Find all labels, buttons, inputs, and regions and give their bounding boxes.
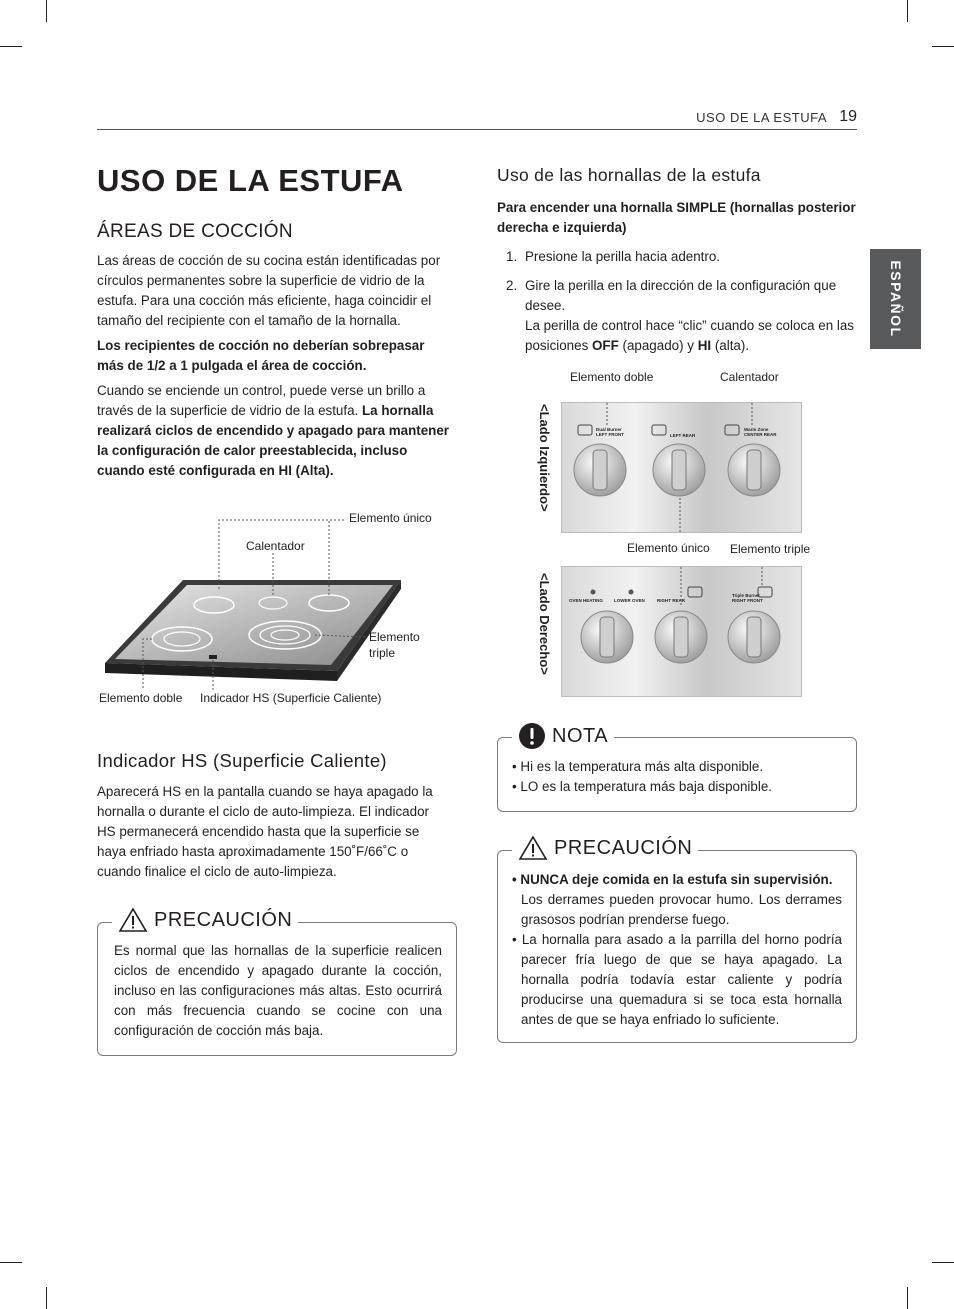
- burners-intro: [497, 198, 857, 238]
- cooktop-illustration: [97, 505, 457, 715]
- left-control-panel: [561, 402, 802, 533]
- caution-box-left: [97, 908, 457, 1056]
- label-double-element: Elemento doble: [99, 691, 183, 705]
- right-oven2-label: LOWER OVEN: [614, 598, 645, 603]
- step-2: [497, 276, 857, 356]
- step-1: [497, 247, 857, 267]
- step-2-hi: HI: [697, 338, 712, 353]
- step-2-detail: [525, 318, 854, 353]
- hs-paragraph: Aparecerá HS en la pantalla cuando se haya apagado la hornalla o durante el ciclo de auto-limpieza. El indicador HS permanecerá encendido hasta que la superficie se haya enfriado hasta aproximadamente 150˚F/66˚C o cuando finalice el ciclo de auto-limpieza.: [97, 784, 433, 879]
- knob-oven: [581, 611, 633, 663]
- note-box: [497, 724, 857, 812]
- left-knob2-label: LEFT REAR: [670, 433, 696, 438]
- panel-label-triple: Elemento triple: [730, 542, 811, 556]
- running-header: [97, 108, 857, 130]
- crop-mark: [0, 1262, 22, 1263]
- step-2-off: OFF: [592, 338, 619, 353]
- page-number: 19: [839, 108, 857, 125]
- right-oven1-label: OVEN HEATING: [569, 598, 603, 603]
- caution-text: Es normal que las hornallas de la superficie realicen ciclos de encendido y apagado durante la cocción, incluso en las configuraciones más altas. Esto ocurrirá con más frecuencia cuando se cocine con una configuración de cocción más baja.: [114, 943, 442, 1038]
- language-tab: [870, 249, 921, 349]
- header-section-title: USO DE LA ESTUFA: [696, 110, 827, 125]
- step-1-text: Presione la perilla hacia adentro.: [525, 249, 721, 264]
- right-side-label: <Lado Derecho>: [537, 573, 552, 675]
- caution-label: PRECAUCIÓN: [154, 908, 293, 931]
- areas-warning-bold: Los recipientes de cocción no deberían sobrepasar más de 1/2 a 1 pulgada el área de cocción.: [97, 338, 425, 373]
- right-control-panel: [561, 566, 802, 697]
- left-side-label: <Lado Izquierdo>: [537, 404, 552, 512]
- hs-section: [97, 750, 449, 882]
- areas-paragraph-3: [97, 381, 449, 481]
- crop-mark: [932, 46, 954, 47]
- burners-intro-bold: Para encender una hornalla SIMPLE (hornallas posterior derecha e izquierda): [497, 200, 856, 235]
- caution-label-right: PRECAUCIÓN: [554, 836, 693, 859]
- step-2-text: Gire la perilla en la dirección de la configuración que desee.: [525, 278, 837, 313]
- step-2-detail-a: La perilla de control hace “clic” cuando se coloca en las posiciones: [525, 318, 854, 353]
- areas-heading: ÁREAS DE COCCIÓN: [97, 221, 293, 242]
- label-triple-element: Elemento triple: [369, 630, 420, 660]
- note-item-2: • LO es la temperatura más baja disponible.: [512, 779, 772, 794]
- right-knob2-label: RIGHT REAR: [657, 598, 685, 603]
- warning-triangle-icon: [118, 907, 148, 933]
- caution-item-1-bold: • NUNCA deje comida en la estufa sin supervisión.: [512, 872, 833, 887]
- caution-header: [112, 907, 298, 933]
- left-knob3-label: Warm Zone CENTER REAR: [744, 427, 777, 437]
- exclamation-icon: [518, 722, 546, 750]
- note-label: NOTA: [552, 724, 609, 747]
- areas-p3-plain: Cuando se enciende un control, puede verse un brillo a través de la superficie de vidrio de la estufa.: [97, 383, 426, 418]
- step-1-number: 1.: [506, 249, 518, 264]
- areas-paragraph-2: [97, 336, 449, 376]
- caution-item-2: • La hornalla para asado a la parrilla del horno podría parecer fría luego de que se haya apagado. La hornalla podría todavía estar caliente y podría producirse una quemadura si se toca esta hornalla antes de que se haya enfriado lo suficiente.: [512, 932, 842, 1027]
- left-column: [97, 160, 449, 481]
- step-2-detail-b: (apagado) y: [618, 338, 698, 353]
- crop-mark: [46, 0, 47, 22]
- step-2-number: 2.: [506, 278, 518, 293]
- panel-label-double: Elemento doble: [570, 370, 654, 384]
- crop-mark: [932, 1262, 954, 1263]
- caution-item-1-rest: Los derrames pueden provocar humo. Los derrames grasosos podrían prenderse fuego.: [521, 892, 842, 927]
- page-title: USO DE LA ESTUFA: [97, 163, 404, 198]
- areas-paragraph-1: Las áreas de cocción de su cocina están identificadas por círculos permanentes sobre la superficie de vidrio de la estufa. Para una cocción más eficiente, haga coincidir el tamaño del recipiente con el tamaño de la hornalla.: [97, 253, 441, 328]
- step-2-detail-c: (alta).: [711, 338, 750, 353]
- panel-label-single: Elemento único: [627, 541, 710, 555]
- hs-heading: Indicador HS (Superficie Caliente): [97, 750, 387, 771]
- caution-box-right: [497, 836, 857, 1043]
- left-knob1-label: Dual Burner LEFT FRONT: [596, 427, 624, 437]
- crop-mark: [907, 1287, 908, 1309]
- label-warmer: Calentador: [246, 539, 305, 553]
- panel-label-warmer: Calentador: [720, 370, 779, 384]
- crop-mark: [46, 1287, 47, 1309]
- right-panel-illustration: [562, 567, 802, 697]
- steps-list: [497, 247, 857, 356]
- language-tab-label: ESPAÑOL: [887, 260, 904, 338]
- areas-p3-bold: La hornalla realizará ciclos de encendido y apagado para mantener la configuración de calor preestablecida, incluso cuando esté configurada en HI (Alta).: [97, 403, 450, 478]
- burners-heading: Uso de las hornallas de la estufa: [497, 165, 761, 185]
- crop-mark: [907, 0, 908, 22]
- cooktop-diagram: [97, 505, 457, 715]
- label-hs-indicator: Indicador HS (Superficie Caliente): [200, 691, 382, 705]
- label-single-element: Elemento único: [349, 511, 432, 525]
- crop-mark: [0, 46, 22, 47]
- note-header: [512, 722, 614, 750]
- right-column: [497, 160, 857, 356]
- caution-header-right: [512, 835, 698, 861]
- caution-item-1: [512, 870, 842, 930]
- note-item-1: • Hi es la temperatura más alta disponible.: [512, 759, 764, 774]
- warning-triangle-icon: [518, 835, 548, 861]
- right-knob3-label: Triple Burner RIGHT FRONT: [732, 593, 763, 603]
- left-panel-illustration: [562, 403, 802, 533]
